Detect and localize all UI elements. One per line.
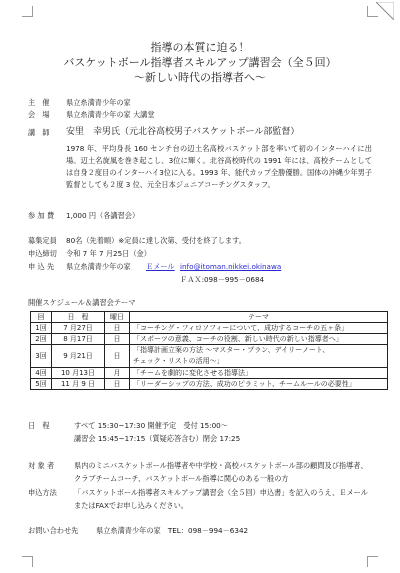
header-no: 回 — [31, 312, 52, 323]
session-number: 3回 — [31, 345, 52, 368]
header-day: 曜日 — [105, 312, 130, 323]
target-line-1: 県内のミニバスケットボール指導者や中学校・高校バスケットボール部の顧問及び指導者、 — [74, 461, 368, 470]
session-day: 月 — [105, 368, 130, 379]
session-number: 2回 — [31, 334, 52, 345]
session-day: 日 — [105, 334, 130, 345]
method-line-2: またはFAXでお申し込みください。 — [74, 501, 188, 510]
table-row — [31, 345, 388, 368]
deadline-label: 申込締切 — [28, 249, 57, 258]
time-line-2: 講習会 15:45~17:15（質疑応答含む）閉会 17:25 — [74, 434, 241, 443]
margin-corner-mark — [22, 556, 33, 567]
fee-label: 参 加 費 — [28, 211, 55, 220]
email-label[interactable]: Ｅメール — [146, 262, 175, 271]
venue-label: 会 場 — [28, 110, 50, 119]
page-curl-icon — [376, 2, 394, 20]
venue-value: 県立糸満青少年の家 大講堂 — [66, 110, 155, 119]
schedule-caption: 開催スケジュール＆講習会テーマ — [28, 298, 136, 307]
capacity-value: 80名（先着順）※定員に達し次第、受付を終了します。 — [66, 236, 246, 245]
schedule-table — [30, 311, 388, 390]
deadline-value: 令和 7 年 7 月25日（金） — [66, 249, 151, 258]
fax-value: ＦＡＸ:098－995－0684 — [180, 275, 265, 284]
session-date: 10 月13日 — [52, 368, 105, 379]
capacity-label: 募集定員 — [28, 236, 57, 245]
session-day: 日 — [105, 345, 130, 368]
header-theme: テーマ — [130, 312, 388, 323]
session-theme: 「チームを劇的に変化させる指導法」 — [130, 368, 388, 379]
session-theme-line-2: チェック・リストの活用～」 — [133, 357, 224, 365]
lecturer-label: 講 師 — [28, 128, 50, 137]
session-theme: 「リーダーシップの方法、成功のピラミット、チームルールの必要性」 — [130, 379, 388, 390]
margin-corner-mark — [22, 6, 33, 17]
session-theme: 「コーチング・フィロソフィーについて、成功するコーチの五ヶ条」 — [130, 323, 388, 334]
table-row — [31, 379, 388, 390]
time-label: 日 程 — [28, 421, 50, 430]
table-row — [31, 323, 388, 334]
target-line-2: クラブチームコーチ、バスケットボール指導に関心のある一般の方 — [74, 474, 289, 483]
session-number: 1回 — [31, 323, 52, 334]
title-line-3: ～新しい時代の指導者へ～ — [134, 71, 266, 84]
method-line-1: 「バスケットボール指導者スキルアップ講習会（全５回）申込書」を記入のうえ、Ｅメール — [74, 488, 368, 497]
session-theme: 「スポーツの意義、コーチの役割、新しい時代の新しい指導者へ」 — [130, 334, 388, 345]
title-line-2: バスケットボール指導者スキルアップ講習会（全５回） — [63, 56, 337, 69]
target-label: 対 象 者 — [28, 461, 55, 470]
session-day: 日 — [105, 379, 130, 390]
apply-value: 県立糸満青少年の家 — [66, 262, 131, 271]
contact-value: 県立糸満青少年の家 TEL：098－994－6342 — [96, 526, 249, 535]
sponsor-label: 主 催 — [28, 98, 50, 107]
session-date: 8 月17日 — [52, 334, 105, 345]
margin-corner-mark — [367, 556, 378, 567]
apply-label: 申 込 先 — [28, 262, 55, 271]
table-row — [31, 368, 388, 379]
session-theme-line-1: 「指導計画立案の方法 ～マスター・プラン、デイリーノート、 — [133, 346, 330, 354]
table-row — [31, 334, 388, 345]
header-date: 日 程 — [52, 312, 105, 323]
schedule-header-row — [31, 312, 388, 323]
session-day: 日 — [105, 323, 130, 334]
lecturer-value: 安里 幸男氏（元北谷高校男子バスケットボール部監督） — [66, 127, 300, 137]
session-date: 11 月 9 日 — [52, 379, 105, 390]
title-line-1: 指導の本質に迫る！ — [150, 41, 250, 54]
session-theme — [130, 345, 388, 368]
sponsor-value: 県立糸満青少年の家 — [66, 98, 131, 107]
fee-value: 1,000 円（各講習会） — [66, 211, 140, 220]
session-date: 7 月27日 — [52, 323, 105, 334]
session-number: 5回 — [31, 379, 52, 390]
email-link[interactable]: info@itoman.nikkei.okinawa — [180, 262, 282, 271]
session-date: 9 月21日 — [52, 345, 105, 368]
time-line-1: すべて 15:30~17:30 開催予定 受付 15:00～ — [74, 421, 228, 430]
session-number: 4回 — [31, 368, 52, 379]
contact-label: お問い合わせ先 — [28, 526, 79, 535]
method-label: 申込方法 — [28, 488, 57, 497]
lecturer-bio: 1978 年、平均身長 160 センチ台の辺土名高校バスケット部を率いて初のインターハイに出場。辺土名旋風を巻き起こし、3位に輝く。北谷高校時代の 1991 年には、高校チームとしては自身２度目のインターハイ3位に入る。1993 年、能代カップ全勝優勝。国体の沖縄少年男子監督としても２度 3 位、元全日本ジュニアコーチングスタッフ。 — [66, 144, 372, 189]
